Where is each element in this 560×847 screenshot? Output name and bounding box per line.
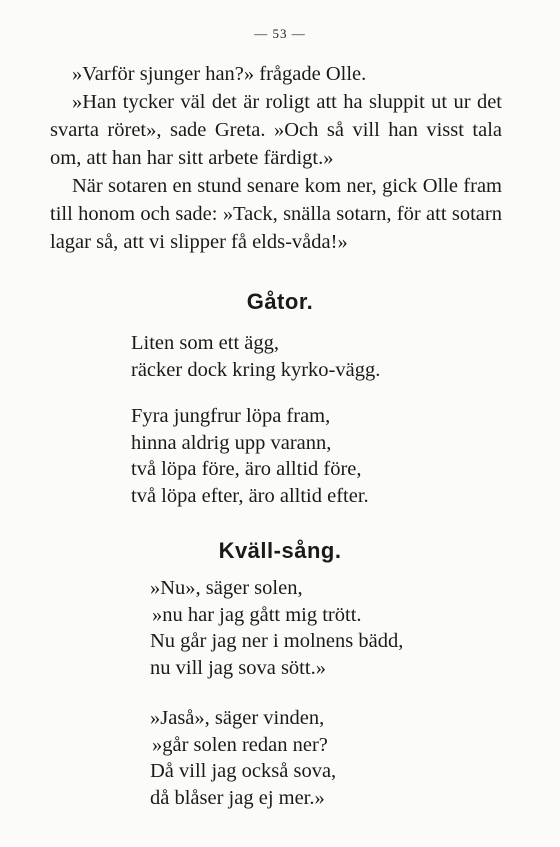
verse-line: Liten som ett ägg, <box>131 332 280 354</box>
page-number: — 53 — <box>254 26 306 41</box>
song-stanza-1 <box>150 575 403 681</box>
heading-kvallsang: Kväll-sång. <box>218 538 342 563</box>
verse-line: Fyra jungfrur löpa fram, <box>131 405 331 427</box>
verse-line: »nu har jag gått mig trött. <box>152 603 362 626</box>
verse-line: »Nu», säger solen, <box>150 577 303 599</box>
verse-line: Då vill jag också sova, <box>150 760 337 782</box>
verse-line: »går solen redan ner? <box>152 733 328 756</box>
song-stanza-2 <box>150 705 336 811</box>
paragraph-1: »Varför sjunger han?» frågade Olle. <box>72 63 367 85</box>
riddle-stanza-1 <box>131 330 380 383</box>
verse-line: nu vill jag sova sött.» <box>150 656 326 679</box>
verse-line: Nu går jag ner i molnens bädd, <box>150 630 404 652</box>
verse-line: hinna aldrig upp varann, <box>131 431 332 454</box>
paragraph-3: När sotaren en stund senare kom ner, gick Olle fram till honom och sade: »Tack, snälla sotarn, för att sotarn lagar så, att vi slipper få elds-våda!» <box>50 175 502 253</box>
riddle-stanza-2 <box>131 403 369 509</box>
verse-line: två löpa före, äro alltid före, <box>131 458 362 480</box>
verse-line: då blåser jag ej mer.» <box>150 786 325 809</box>
verse-line: räcker dock kring kyrko-vägg. <box>131 358 381 381</box>
heading-gator: Gåtor. <box>246 289 314 314</box>
paragraph-2: »Han tycker väl det är roligt att ha sluppit ut ur det svarta röret», sade Greta. »Och så vill han visst tala om, att han har sitt arbete färdigt.» <box>50 91 502 169</box>
verse-line: två löpa efter, äro alltid efter. <box>131 484 369 507</box>
prose-block <box>50 60 502 256</box>
verse-line: »Jaså», säger vinden, <box>150 707 325 729</box>
